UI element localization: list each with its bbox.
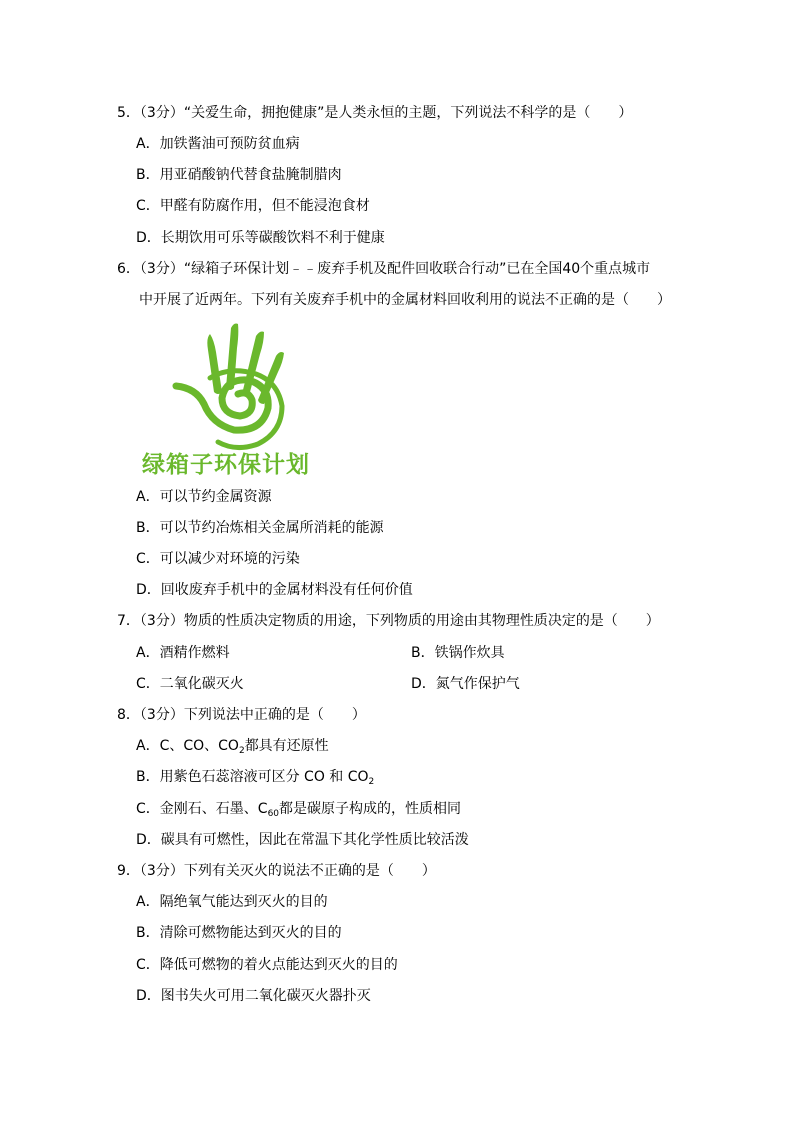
question-9-option-b: B．清除可燃物能达到灭火的目的: [136, 925, 342, 941]
question-5-option-b: B．用亚硝酸钠代替食盐腌制腊肉: [136, 167, 342, 183]
question-8-option-a: A．C、CO、$CO_2$都具有还原性: [136, 738, 329, 756]
logo-text: 绿箱子环保计划: [142, 452, 310, 478]
question-8-option-c: C．金刚石、石墨、$C_{60}$都是碳原子构成的，性质相同: [136, 801, 462, 819]
question-6-option-d: D．回收废弃手机中的金属材料没有任何价值: [136, 582, 413, 598]
question-9-stem: 9．（3分）下列有关灭火的说法不正确的是（ ）: [117, 863, 436, 879]
question-9-option-d: D．图书失火可用二氧化碳灭火器扑灭: [136, 988, 371, 1004]
question-8-option-b: B．用紫色石蕊溶液可区分 CO 和 $CO_2$: [136, 769, 375, 787]
question-6-option-b: B．可以节约冶炼相关金属所消耗的能源: [136, 520, 384, 536]
question-5-option-d: D．长期饮用可乐等碳酸饮料不利于健康: [136, 230, 385, 246]
question-6-stem-line1: 6．（3分）“绿箱子环保计划﹣﹣废弃手机及配件回收联合行动”已在全国40个重点城市: [117, 261, 651, 277]
question-8-stem: 8．（3分）下列说法中正确的是（ ）: [117, 707, 366, 723]
question-7-option-a: A．酒精作燃料: [136, 645, 230, 661]
question-7-option-b: B．铁锅作炊具: [411, 645, 505, 661]
question-5-stem: 5．（3分）“关爱生命，拥抱健康”是人类永恒的主题，下列说法不科学的是（ ）: [117, 105, 633, 121]
question-6-option-a: A．可以节约金属资源: [136, 489, 272, 505]
question-9-option-a: A．隔绝氧气能达到灭火的目的: [136, 894, 328, 910]
question-8-option-d: D．碳具有可燃性，因此在常温下其化学性质比较活泼: [136, 832, 469, 848]
question-7-option-d: D．氮气作保护气: [411, 676, 520, 692]
question-6-option-c: C．可以减少对环境的污染: [136, 551, 300, 567]
question-5-option-c: C．甲醛有防腐作用，但不能浸泡食材: [136, 198, 370, 214]
question-7-stem: 7．（3分）物质的性质决定物质的用途，下列物质的用途由其物理性质决定的是（ ）: [117, 613, 660, 629]
question-9-option-c: C．降低可燃物的着火点能达到灭火的目的: [136, 957, 398, 973]
question-6-stem-line2: 中开展了近两年。下列有关废弃手机中的金属材料回收利用的说法不正确的是（ ）: [139, 292, 671, 308]
question-7-option-c: C．二氧化碳灭火: [136, 676, 244, 692]
question-5-option-a: A．加铁酱油可预防贫血病: [136, 136, 300, 152]
